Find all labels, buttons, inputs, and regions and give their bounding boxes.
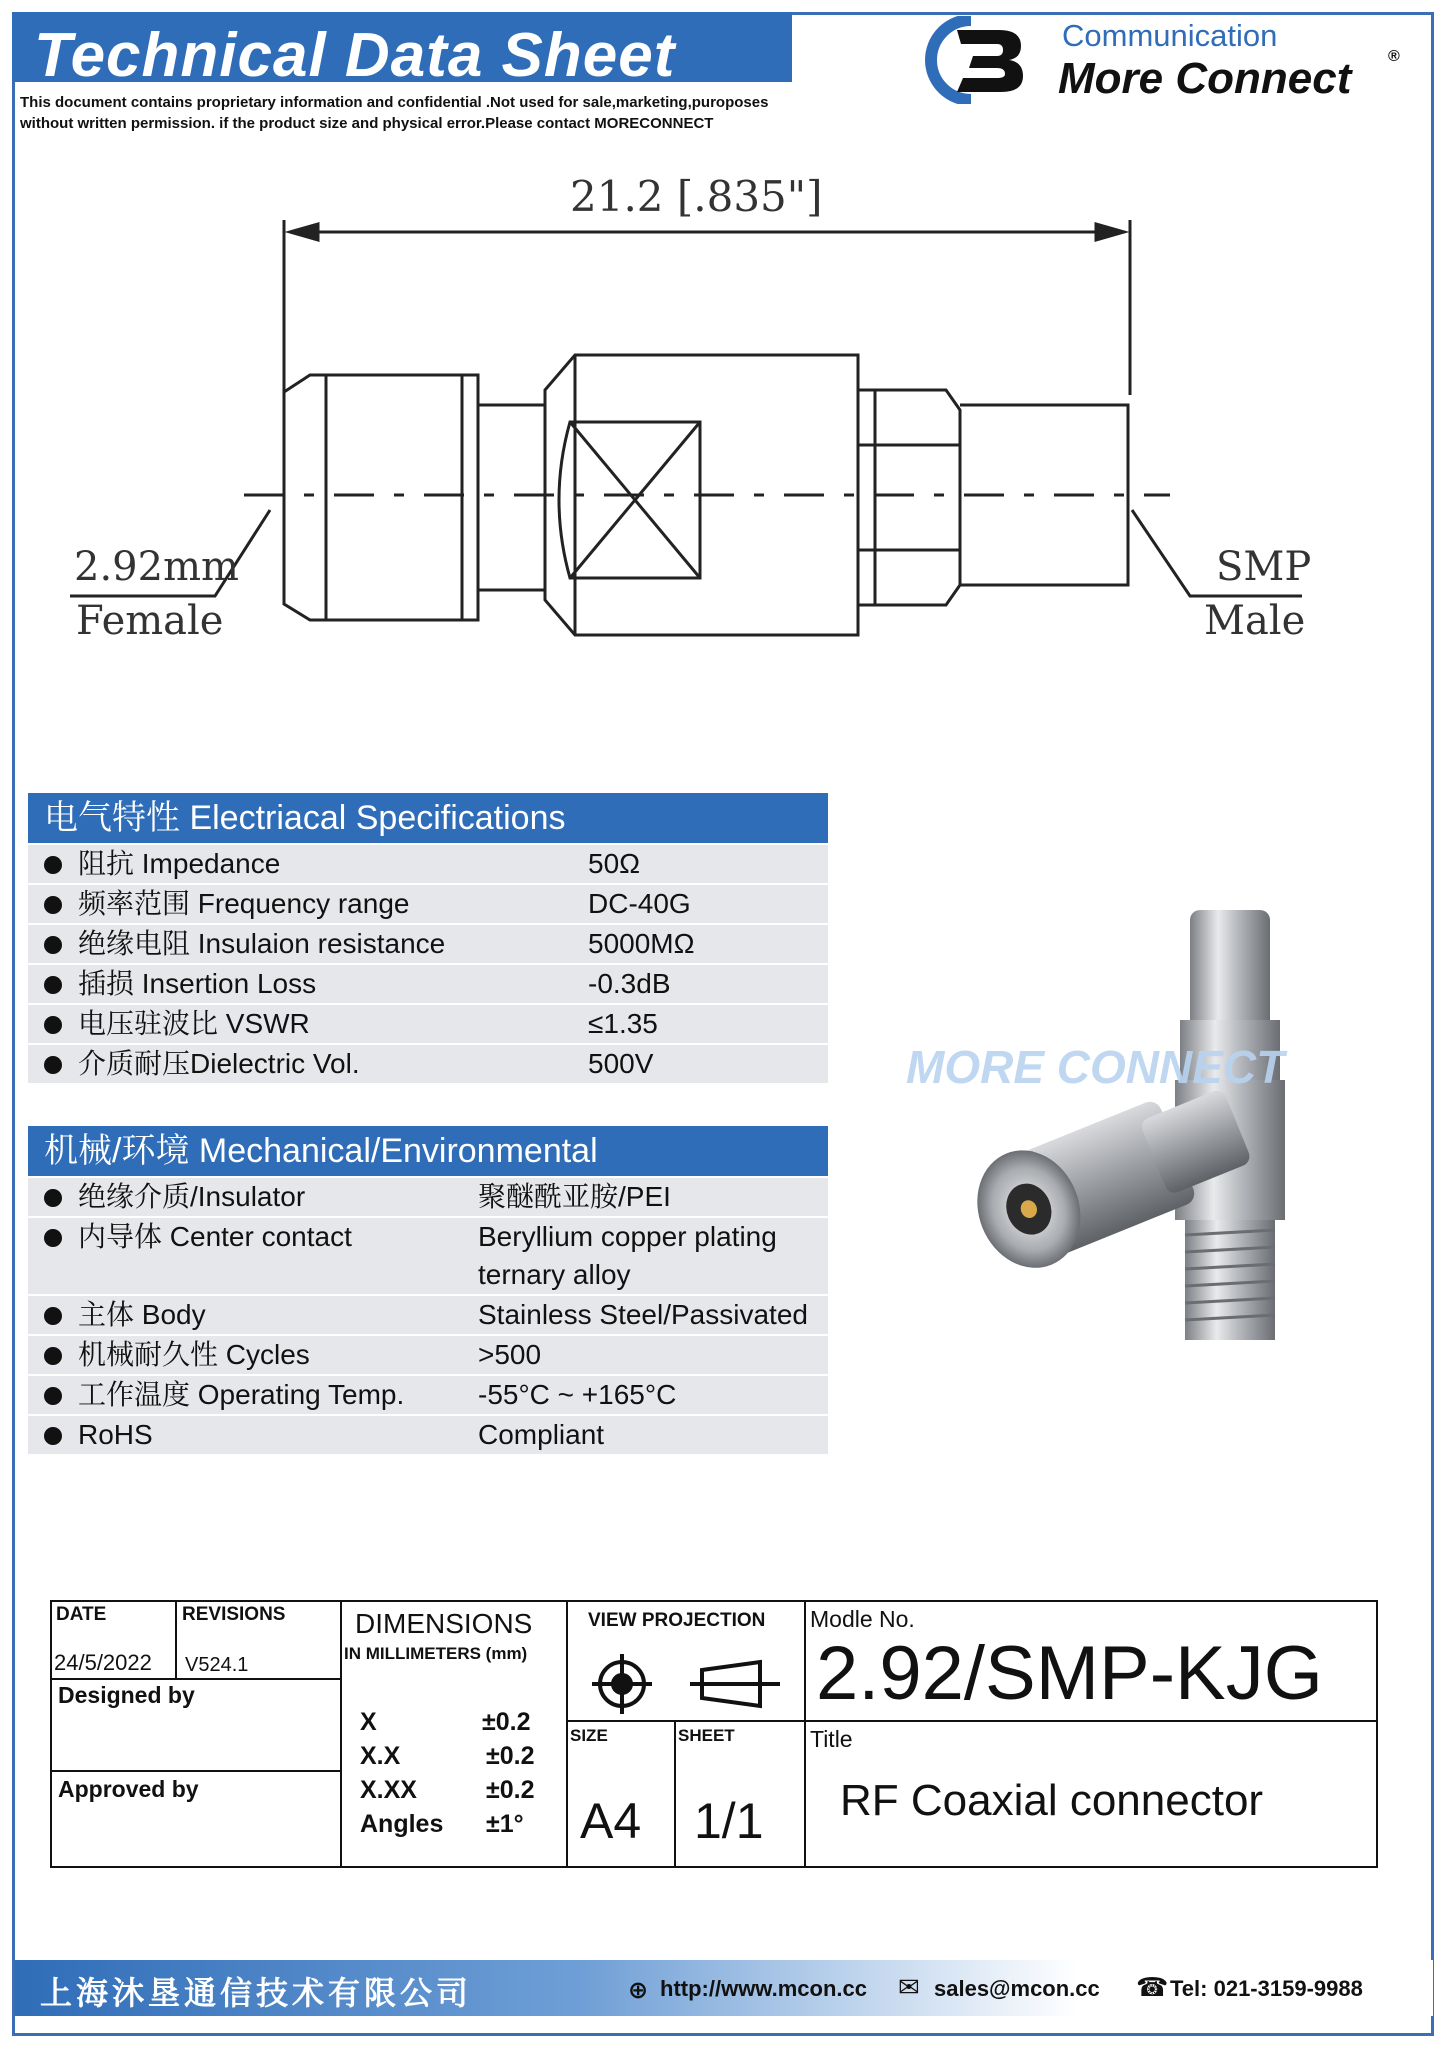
spec-row [28,1414,828,1454]
revisions-label: REVISIONS [182,1604,286,1625]
size-value: A4 [580,1793,642,1849]
spec-label: 频率范围 Frequency range [78,888,410,919]
spec-value: 聚醚酰亚胺/PEI [478,1181,671,1212]
sheet-label: SHEET [678,1726,735,1745]
spec-row [28,1003,828,1043]
spec-label: 内导体 Center contact [78,1221,352,1252]
dimension-arrow-left [290,224,318,240]
spec-row [28,1294,828,1334]
spec-label: 主体 Body [78,1299,206,1330]
bullet-icon [44,1387,62,1405]
bullet-icon [44,1016,62,1034]
tolerance-xx-value: ±0.2 [486,1742,535,1770]
spec-value: -0.3dB [588,968,671,999]
bullet-icon [44,1056,62,1074]
left-connector-gender: Female [76,598,224,644]
size-label: SIZE [570,1726,608,1745]
spec-value: 5000MΩ [588,928,695,959]
spec-label: 介质耐压Dielectric Vol. [78,1048,360,1079]
phone-number: Tel: 021-3159-9988 [1170,1976,1363,2001]
approved-by-label: Approved by [58,1776,199,1802]
globe-icon: ⊕ [628,1977,649,2004]
model-label: Modle No. [810,1606,915,1632]
tolerance-xxx-value: ±0.2 [486,1776,535,1804]
bullet-icon [44,1229,62,1247]
spec-row [28,1176,828,1216]
electrical-specifications [28,793,828,1083]
spec-value: Stainless Steel/Passivated [478,1299,808,1330]
dimensions-label: DIMENSIONS [355,1608,533,1639]
title-block [50,1600,1378,1868]
spec-row [28,843,828,883]
electrical-header: 电气特性 Electriacal Specifications [28,793,828,843]
spec-value: 500V [588,1048,654,1079]
tolerance-x-value: ±0.2 [482,1708,531,1736]
title-label: Title [810,1726,853,1752]
spec-value: 50Ω [588,848,641,879]
spec-row [28,1334,828,1374]
product-photo [880,880,1400,1400]
mechanical-header: 机械/环境 Mechanical/Environmental [28,1126,828,1176]
mechanical-specifications [28,1126,828,1454]
spec-label: 绝缘电阻 Insulaion resistance [78,928,446,959]
spec-row [28,1043,828,1083]
spec-label: 插损 Insertion Loss [78,968,317,999]
tolerance-angles-value: ±1° [486,1810,524,1838]
spec-value: -55°C ~ +165°C [478,1379,677,1410]
spec-label: RoHS [78,1419,153,1450]
spec-value: DC-40G [588,888,691,919]
spec-value-line-1: Beryllium copper plating [478,1221,777,1252]
spec-value: ≤1.35 [588,1008,658,1039]
spec-label: 工作温度 Operating Temp. [78,1379,405,1410]
spec-value: >500 [478,1339,542,1370]
logo-brand-name: More Connect [1058,54,1352,103]
bullet-icon [44,1347,62,1365]
model-number: 2.92/SMP-KJG [816,1631,1323,1716]
spec-row [28,923,828,963]
overall-dimension: 21.2 [.835"] [570,172,823,221]
disclaimer-line-2: without written permission. if the product size and physical error.Please contact MORECONNECT [20,115,714,132]
spec-value [478,1218,777,1294]
spec-row [28,883,828,923]
spec-row [28,1374,828,1414]
bullet-icon [44,1189,62,1207]
email-link[interactable]: sales@mcon.cc [934,1976,1100,2001]
sheet-value: 1/1 [694,1793,764,1849]
projection-symbol-icon [590,1652,790,1716]
bullet-icon [44,1307,62,1325]
dimension-arrow-right [1096,224,1124,240]
phone-icon: ☎ [1136,1972,1169,2002]
spec-label: 阻抗 Impedance [78,848,281,879]
date-value: 24/5/2022 [54,1650,152,1675]
spec-value-line-2: ternary alloy [478,1259,631,1290]
right-connector-type: SMP [1216,544,1312,590]
spec-label: 绝缘介质/Insulator [78,1181,306,1212]
designed-by-label: Designed by [58,1682,195,1708]
connector-outline-drawing [0,0,1448,700]
dimensions-units: IN MILLIMETERS (mm) [344,1644,528,1663]
logo-tagline: Communication [1062,18,1278,53]
photo-watermark: MORE CONNECT [906,1041,1285,1093]
document-title: Technical Data Sheet [34,21,676,90]
hex-nut [858,390,960,605]
bullet-icon [44,856,62,874]
bullet-icon [44,1427,62,1445]
spec-value: Compliant [478,1419,605,1450]
spec-row [28,963,828,1003]
bullet-icon [44,976,62,994]
tolerance-x-name: X [360,1708,377,1736]
product-title: RF Coaxial connector [840,1776,1264,1825]
view-projection-label: VIEW PROJECTION [588,1610,766,1631]
website-link[interactable]: http://www.mcon.cc [660,1976,867,2001]
registered-mark: ® [1388,48,1400,65]
mail-icon: ✉ [898,1972,920,2002]
spec-label: 机械耐久性 Cycles [78,1339,310,1370]
disclaimer-line-1: This document contains proprietary information and confidential .Not used for sale,marketing,puroposes [20,94,769,111]
date-label: DATE [56,1604,107,1625]
company-name-cn: 上海沐垦通信技术有限公司 [40,1974,473,2012]
spec-label: 电压驻波比 VSWR [78,1008,310,1039]
right-connector-gender: Male [1204,598,1306,644]
tolerance-xx-name: X.X [360,1742,401,1770]
bullet-icon [44,936,62,954]
left-connector-size: 2.92mm [74,544,239,590]
revisions-value: V524.1 [185,1654,249,1676]
tolerance-xxx-name: X.XX [360,1776,417,1804]
bullet-icon [44,896,62,914]
female-thread-body [284,375,478,620]
tolerance-angles-name: Angles [360,1810,444,1838]
spec-row [28,1216,828,1294]
